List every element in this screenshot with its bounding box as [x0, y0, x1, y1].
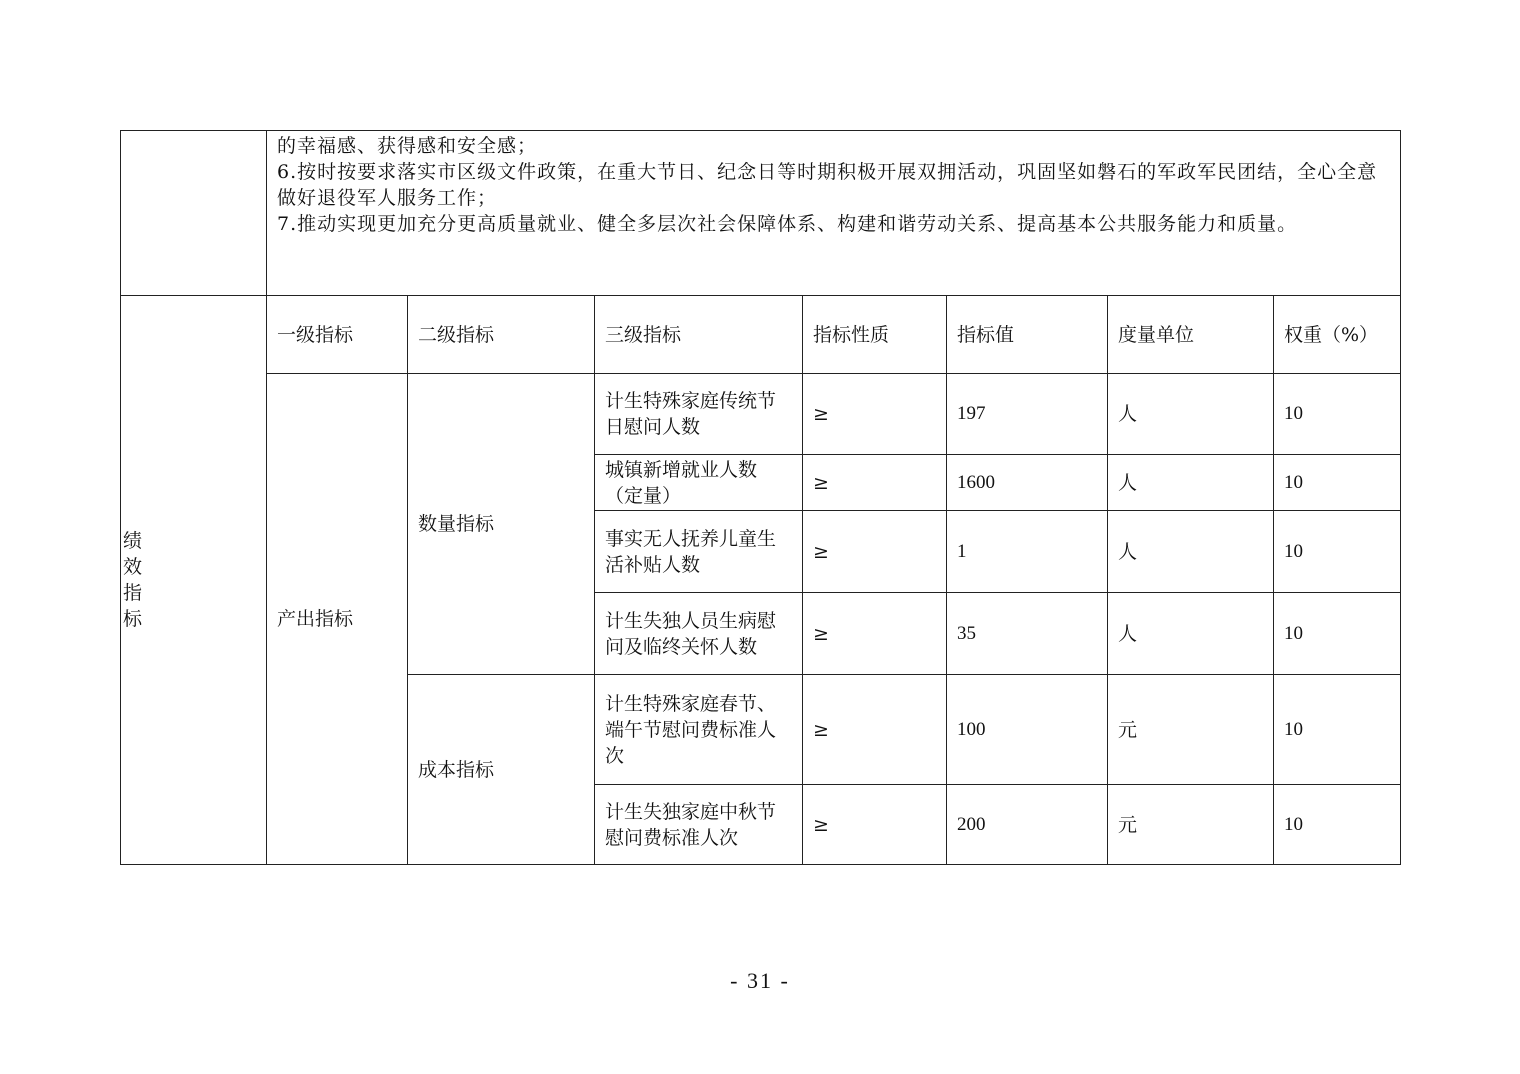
goals-label-cell	[121, 131, 267, 296]
value-cell: 200	[947, 785, 1108, 865]
nature-cell: ≥	[803, 593, 947, 675]
header-nature: 指标性质	[803, 296, 947, 374]
unit-cell: 人	[1108, 511, 1274, 593]
page-number: - 31 -	[730, 968, 790, 993]
unit-cell: 人	[1108, 374, 1274, 455]
header-level1: 一级指标	[267, 296, 408, 374]
header-level2: 二级指标	[408, 296, 595, 374]
weight-cell: 10	[1274, 675, 1401, 785]
header-value: 指标值	[947, 296, 1108, 374]
nature-cell: ≥	[803, 511, 947, 593]
nature-cell: ≥	[803, 455, 947, 511]
goals-cell	[267, 131, 1401, 296]
value-cell: 1	[947, 511, 1108, 593]
section-label	[121, 296, 267, 865]
goal-line: 的幸福感、获得感和安全感；	[277, 135, 538, 157]
level3-cell: 事实无人抚养儿童生活补贴人数	[595, 511, 803, 593]
level3-cell: 计生特殊家庭传统节日慰问人数	[595, 374, 803, 455]
level3-cell: 计生失独家庭中秋节慰问费标准人次	[595, 785, 803, 865]
nature-cell: ≥	[803, 785, 947, 865]
nature-cell: ≥	[803, 675, 947, 785]
nature-cell: ≥	[803, 374, 947, 455]
value-cell: 1600	[947, 455, 1108, 511]
table-row	[121, 374, 1401, 455]
section-label-char: 绩效指标	[123, 530, 143, 630]
goal-line: 6.按时按要求落实市区级文件政策，在重大节日、纪念日等时期积极开展双拥活动，巩固坚如磐石的军政军民团结，全心全意做好退役军人服务工作；	[277, 161, 1378, 209]
weight-cell: 10	[1274, 593, 1401, 675]
unit-cell: 元	[1108, 785, 1274, 865]
weight-cell: 10	[1274, 374, 1401, 455]
level2-cell: 数量指标	[408, 374, 595, 675]
value-cell: 35	[947, 593, 1108, 675]
level3-cell: 计生失独人员生病慰问及临终关怀人数	[595, 593, 803, 675]
goal-line: 7.推动实现更加充分更高质量就业、健全多层次社会保障体系、构建和谐劳动关系、提高基本公共服务能力和质量。	[277, 213, 1298, 235]
header-unit: 度量单位	[1108, 296, 1274, 374]
header-level3: 三级指标	[595, 296, 803, 374]
header-weight: 权重（%）	[1274, 296, 1401, 374]
value-cell: 100	[947, 675, 1108, 785]
weight-cell: 10	[1274, 455, 1401, 511]
weight-cell: 10	[1274, 785, 1401, 865]
performance-table	[120, 130, 1401, 865]
level2-cell: 成本指标	[408, 675, 595, 865]
value-cell: 197	[947, 374, 1108, 455]
unit-cell: 人	[1108, 593, 1274, 675]
weight-cell: 10	[1274, 511, 1401, 593]
level3-cell: 城镇新增就业人数（定量）	[595, 455, 803, 511]
level3-cell: 计生特殊家庭春节、端午节慰问费标准人次	[595, 675, 803, 785]
level1-cell: 产出指标	[267, 374, 408, 865]
unit-cell: 元	[1108, 675, 1274, 785]
unit-cell: 人	[1108, 455, 1274, 511]
